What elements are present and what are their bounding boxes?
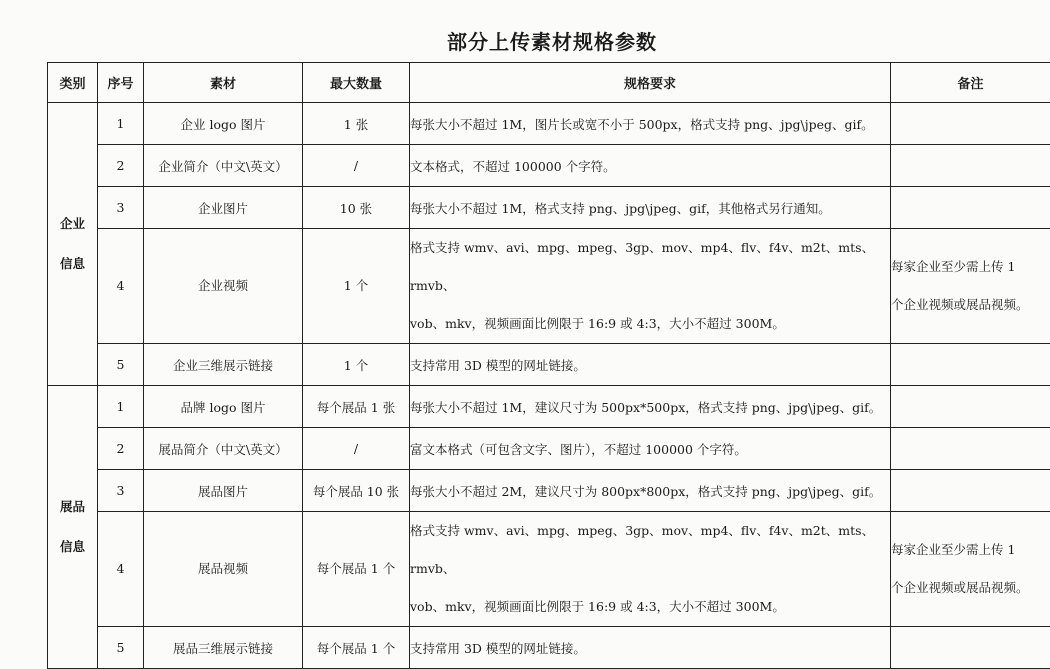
header-seq: 序号 (98, 63, 144, 103)
seq-cell: 4 (98, 512, 144, 627)
note-cell (891, 386, 1050, 428)
spec-cell: 每张大小不超过 1M，图片长或宽不小于 500px，格式支持 png、jpg\jpeg、gif。 (410, 103, 891, 145)
spec-cell: 每张大小不超过 2M，建议尺寸为 800px*800px，格式支持 png、jpg\jpeg、gif。 (410, 470, 891, 512)
note-cell (891, 187, 1050, 229)
table-row (48, 229, 1050, 344)
category-cell-company (48, 103, 98, 386)
table-row (48, 103, 1050, 145)
note-cell (891, 512, 1050, 627)
max-count-cell: / (303, 145, 410, 187)
spec-cell: 每张大小不超过 1M，格式支持 png、jpg\jpeg、gif，其他格式另行通知。 (410, 187, 891, 229)
material-cell: 企业图片 (144, 187, 303, 229)
note-cell (891, 103, 1050, 145)
max-count-cell: 1 个 (303, 344, 410, 386)
spec-cell: 支持常用 3D 模型的网址链接。 (410, 627, 891, 669)
spec-cell: 支持常用 3D 模型的网址链接。 (410, 344, 891, 386)
seq-cell: 5 (98, 344, 144, 386)
seq-cell: 1 (98, 386, 144, 428)
header-max-count: 最大数量 (303, 63, 410, 103)
material-cell: 品牌 logo 图片 (144, 386, 303, 428)
max-count-cell: 10 张 (303, 187, 410, 229)
material-cell: 企业三维展示链接 (144, 344, 303, 386)
seq-cell: 5 (98, 627, 144, 669)
table-row (48, 428, 1050, 470)
header-material: 素材 (144, 63, 303, 103)
note-line: 个企业视频或展品视频。 (891, 569, 1050, 607)
max-count-cell: 1 个 (303, 229, 410, 344)
seq-cell: 1 (98, 103, 144, 145)
max-count-cell: 每个展品 1 张 (303, 386, 410, 428)
header-category: 类别 (48, 63, 98, 103)
material-cell: 企业 logo 图片 (144, 103, 303, 145)
spec-cell (410, 512, 891, 627)
note-line: 每家企业至少需上传 1 (891, 531, 1050, 569)
table-header-row (48, 63, 1050, 103)
table-row (48, 627, 1050, 669)
header-spec: 规格要求 (410, 63, 891, 103)
spec-line: 格式支持 wmv、avi、mpg、mpeg、3gp、mov、mp4、flv、f4v、m2t、mts、rmvb、 (410, 229, 890, 305)
spec-cell: 每张大小不超过 1M，建议尺寸为 500px*500px，格式支持 png、jpg\jpeg、gif。 (410, 386, 891, 428)
note-line: 个企业视频或展品视频。 (891, 286, 1050, 324)
spec-cell (410, 229, 891, 344)
spec-line: vob、mkv，视频画面比例限于 16:9 或 4:3，大小不超过 300M。 (410, 305, 890, 343)
max-count-cell: 每个展品 10 张 (303, 470, 410, 512)
note-cell (891, 627, 1050, 669)
note-cell (891, 344, 1050, 386)
category-label: 展品 (48, 487, 97, 527)
note-cell (891, 470, 1050, 512)
seq-cell: 2 (98, 428, 144, 470)
material-cell: 企业视频 (144, 229, 303, 344)
spec-cell: 富文本格式（可包含文字、图片），不超过 100000 个字符。 (410, 428, 891, 470)
table-row (48, 386, 1050, 428)
max-count-cell: 1 张 (303, 103, 410, 145)
material-cell: 展品三维展示链接 (144, 627, 303, 669)
category-label: 信息 (48, 244, 97, 284)
category-cell-exhibit (48, 386, 98, 669)
table-row (48, 512, 1050, 627)
material-cell: 企业简介（中文\英文） (144, 145, 303, 187)
category-label: 企业 (48, 204, 97, 244)
seq-cell: 3 (98, 187, 144, 229)
max-count-cell: 每个展品 1 个 (303, 512, 410, 627)
spec-table (47, 62, 1050, 669)
seq-cell: 2 (98, 145, 144, 187)
material-cell: 展品图片 (144, 470, 303, 512)
category-label: 信息 (48, 527, 97, 567)
material-cell: 展品视频 (144, 512, 303, 627)
seq-cell: 3 (98, 470, 144, 512)
max-count-cell: 每个展品 1 个 (303, 627, 410, 669)
spec-cell: 文本格式，不超过 100000 个字符。 (410, 145, 891, 187)
seq-cell: 4 (98, 229, 144, 344)
material-cell: 展品简介（中文\英文） (144, 428, 303, 470)
max-count-cell: / (303, 428, 410, 470)
spec-line: vob、mkv，视频画面比例限于 16:9 或 4:3，大小不超过 300M。 (410, 588, 890, 626)
table-row (48, 470, 1050, 512)
note-cell (891, 145, 1050, 187)
note-cell (891, 229, 1050, 344)
page-title: 部分上传素材规格参数 (0, 26, 1050, 55)
header-note: 备注 (891, 63, 1050, 103)
spec-line: 格式支持 wmv、avi、mpg、mpeg、3gp、mov、mp4、flv、f4v、m2t、mts、rmvb、 (410, 512, 890, 588)
table-row (48, 145, 1050, 187)
note-line: 每家企业至少需上传 1 (891, 248, 1050, 286)
note-cell (891, 428, 1050, 470)
table-row (48, 187, 1050, 229)
table-row (48, 344, 1050, 386)
